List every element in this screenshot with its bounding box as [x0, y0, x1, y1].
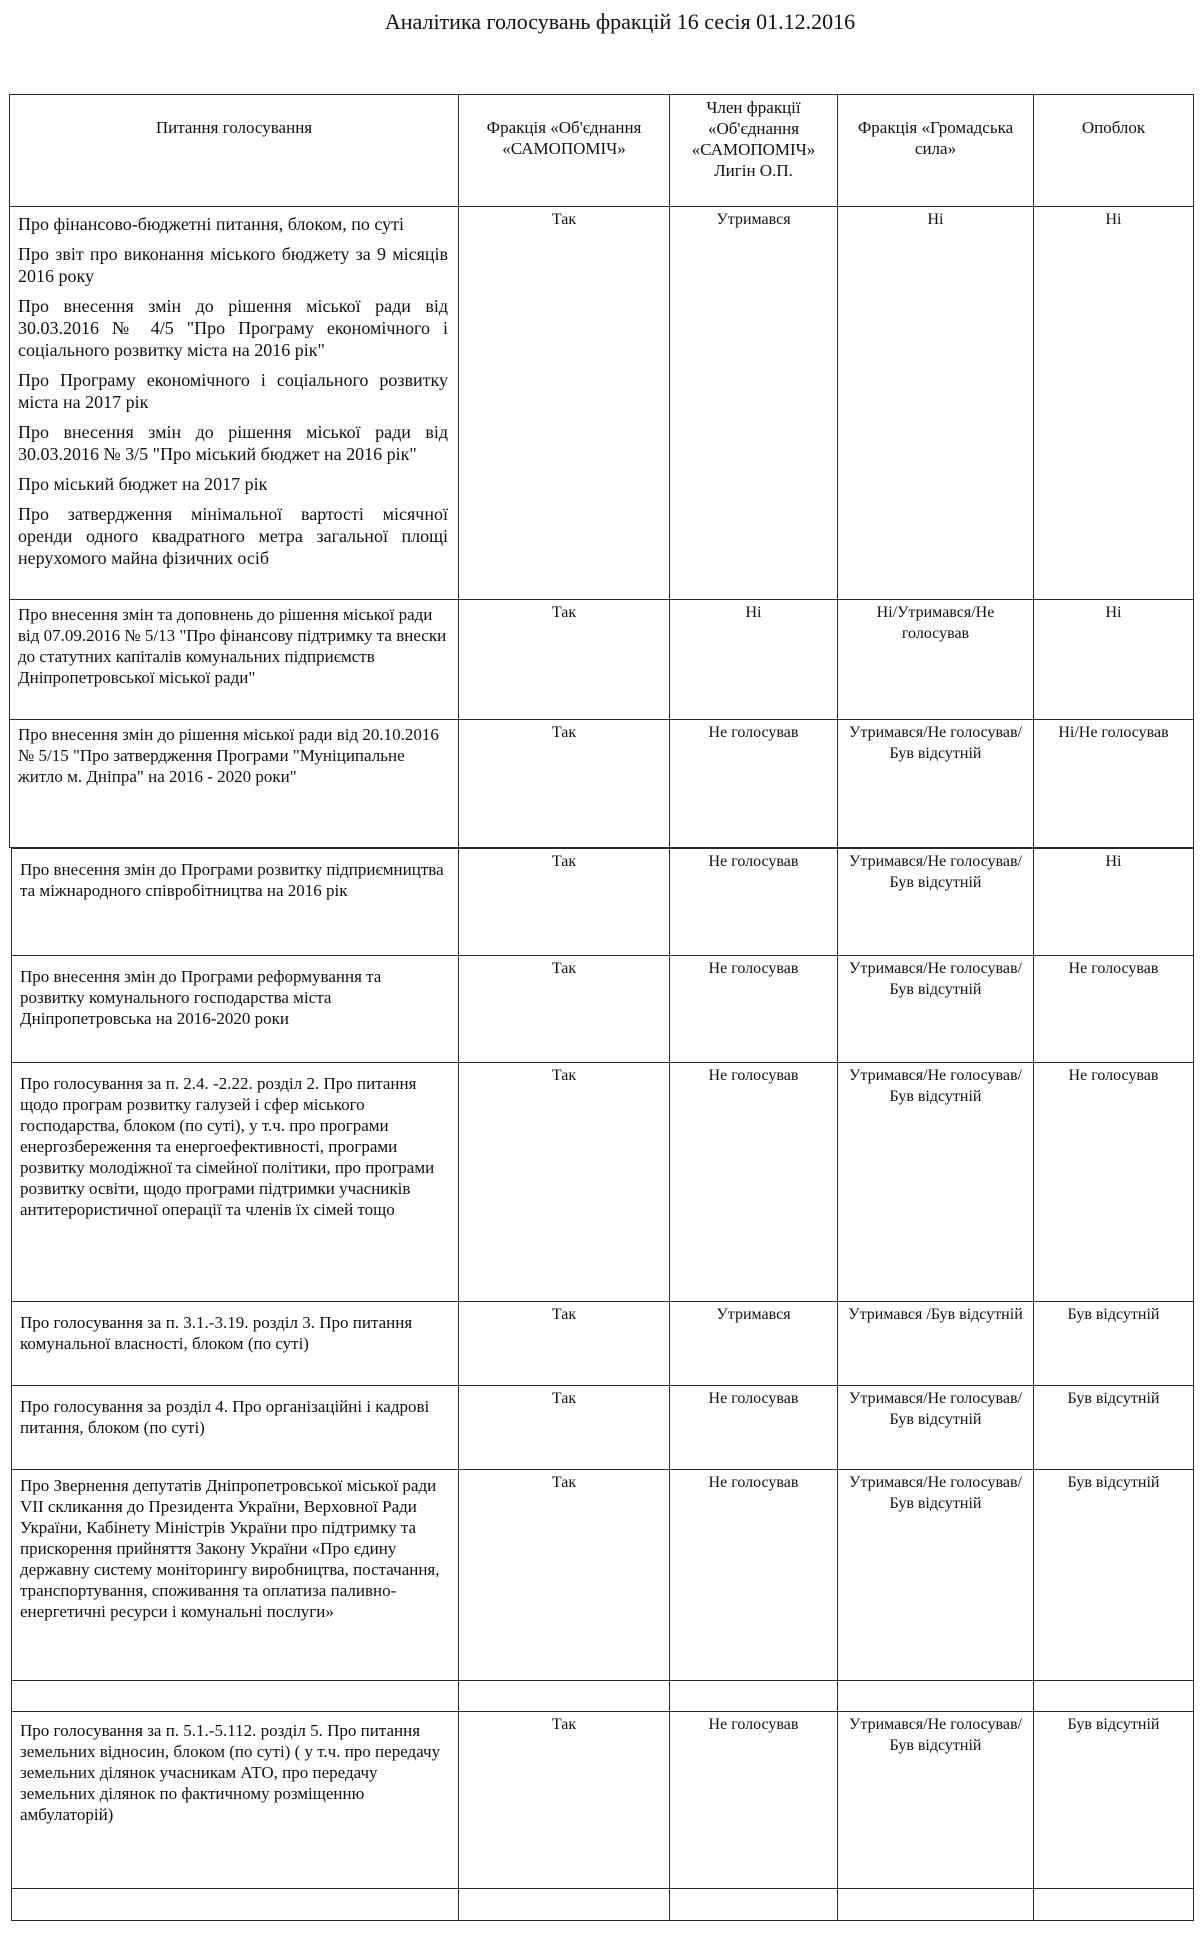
- question-cell: Про голосування за п. 3.1.-3.19. розділ 3. Про питання комунальної власності, блоком (по суті): [12, 1302, 459, 1386]
- vote-lyhin: Утримався: [670, 1302, 838, 1386]
- vote-samopomich: Так: [459, 600, 670, 720]
- table-row: [10, 720, 1194, 848]
- header-samopomich: Фракція «Об'єднання «САМОПОМІЧ»: [459, 95, 670, 207]
- empty-row: [12, 1681, 1194, 1712]
- vote-hromadska-syla: Утримався/Не голосував/Був відсутній: [838, 849, 1034, 956]
- vote-hromadska-syla: Утримався/Не голосував/Був відсутній: [838, 1712, 1034, 1889]
- question-cell: Про голосування за розділ 4. Про організаційні і кадрові питання, блоком (по суті): [12, 1386, 459, 1470]
- vote-opoblok: Ні: [1034, 600, 1194, 720]
- table-row: [12, 1063, 1194, 1302]
- table-row: [10, 600, 1194, 720]
- vote-lyhin: Не голосував: [670, 1063, 838, 1302]
- empty-cell: [838, 1681, 1034, 1712]
- header-opoblok: Опоблок: [1034, 95, 1194, 207]
- vote-samopomich: Так: [459, 207, 670, 600]
- vote-lyhin: Не голосував: [670, 1712, 838, 1889]
- vote-opoblok: Ні: [1034, 849, 1194, 956]
- question-cell: Про Звернення депутатів Дніпропетровської міської ради VII скликання до Президента України, Верховної Ради України, Кабінету Міністрів України про підтримку та прискорення прийняття Закону України «Про єдину державну систему моніторингу виробництва, постачання, транспортування, споживання та оплатиза паливно-енергетичні ресурси і комунальні послуги»: [12, 1470, 459, 1681]
- vote-hromadska-syla: Утримався/Не голосував/Був відсутній: [838, 720, 1034, 848]
- question-cell: Про внесення змін до рішення міської ради від 20.10.2016 № 5/15 "Про затвердження Програми "Муніципальне житло м. Дніпра" на 2016 - 2020 роки": [10, 720, 459, 848]
- vote-hromadska-syla: Ні/Утримався/Не голосував: [838, 600, 1034, 720]
- header-lyhin: Член фракції «Об'єднання «САМОПОМІЧ» Лигін О.П.: [670, 95, 838, 207]
- question-cell: [10, 207, 459, 600]
- vote-hromadska-syla: Утримався/Не голосував/Був відсутній: [838, 1386, 1034, 1470]
- question-cell: Про внесення змін до Програми реформування та розвитку комунального господарства міста Дніпропетровська на 2016-2020 роки: [12, 956, 459, 1063]
- vote-samopomich: Так: [459, 1386, 670, 1470]
- vote-opoblok: Був відсутній: [1034, 1470, 1194, 1681]
- vote-lyhin: Не голосував: [670, 1470, 838, 1681]
- question-cell: Про внесення змін до Програми розвитку підприємництва та міжнародного співробітництва на 2016 рік: [12, 849, 459, 956]
- table-row: [12, 956, 1194, 1063]
- vote-opoblok: Ні: [1034, 207, 1194, 600]
- vote-opoblok: Не голосував: [1034, 956, 1194, 1063]
- empty-cell: [459, 1889, 670, 1921]
- table-row: [12, 1470, 1194, 1681]
- question-item: Про внесення змін до рішення міської ради від 30.03.2016 № 3/5 "Про міський бюджет на 2016 рік": [18, 422, 448, 464]
- empty-cell: [670, 1681, 838, 1712]
- empty-cell: [12, 1889, 459, 1921]
- table-row: [12, 1386, 1194, 1470]
- votes-table-part-1: [9, 94, 1194, 848]
- vote-hromadska-syla: Утримався/Не голосував/Був відсутній: [838, 1470, 1034, 1681]
- question-cell: Про голосування за п. 2.4. -2.22. розділ 2. Про питання щодо програм розвитку галузей і сфер міського господарства, блоком (по суті), у т.ч. про програми енергозбереження та енергоефективності, програми розвитку молодіжної та сімейної політики, про програми розвитку освіти, щодо програми підтримки учасників антитерористичної операції та членів їх сімей тощо: [12, 1063, 459, 1302]
- vote-samopomich: Так: [459, 1712, 670, 1889]
- table-row: [12, 1302, 1194, 1386]
- question-item: Про фінансово-бюджетні питання, блоком, по суті: [18, 214, 405, 234]
- header-hromadska-syla: Фракція «Громадська сила»: [838, 95, 1034, 207]
- vote-samopomich: Так: [459, 1302, 670, 1386]
- empty-row: [12, 1889, 1194, 1921]
- vote-hromadska-syla: Ні: [838, 207, 1034, 600]
- vote-lyhin: Не голосував: [670, 720, 838, 848]
- vote-lyhin: Не голосував: [670, 956, 838, 1063]
- table-row: [10, 207, 1194, 600]
- header-question: Питання голосування: [10, 95, 459, 207]
- vote-samopomich: Так: [459, 849, 670, 956]
- empty-cell: [670, 1889, 838, 1921]
- vote-samopomich: Так: [459, 1063, 670, 1302]
- vote-opoblok: Був відсутній: [1034, 1712, 1194, 1889]
- empty-cell: [1034, 1889, 1194, 1921]
- votes-table-part-2: [11, 848, 1194, 1921]
- table-row: [12, 849, 1194, 956]
- header-row: [10, 95, 1194, 207]
- vote-hromadska-syla: Утримався /Був відсутній: [838, 1302, 1034, 1386]
- question-item: Про звіт про виконання міського бюджету за 9 місяців 2016 року: [18, 244, 448, 286]
- empty-cell: [1034, 1681, 1194, 1712]
- vote-samopomich: Так: [459, 1470, 670, 1681]
- vote-lyhin: Не голосував: [670, 849, 838, 956]
- empty-cell: [459, 1681, 670, 1712]
- question-cell: Про голосування за п. 5.1.-5.112. розділ 5. Про питання земельних відносин, блоком (по суті) ( у т.ч. про передачу земельних ділянок учасникам АТО, про передачу земельних ділянок по фактичному розміщенню амбулаторій): [12, 1712, 459, 1889]
- vote-opoblok: Ні/Не голосував: [1034, 720, 1194, 848]
- vote-hromadska-syla: Утримався/Не голосував/Був відсутній: [838, 1063, 1034, 1302]
- question-item: Про внесення змін до рішення міської ради від 30.03.2016 № 4/5 "Про Програму економічного і соціального розвитку міста на 2016 рік": [18, 296, 448, 360]
- question-cell: Про внесення змін та доповнень до рішення міської ради від 07.09.2016 № 5/13 "Про фінансову підтримку та внески до статутних капіталів комунальних підприємств Дніпропетровської міської ради": [10, 600, 459, 720]
- empty-cell: [12, 1681, 459, 1712]
- vote-opoblok: Був відсутній: [1034, 1302, 1194, 1386]
- question-item: Про затвердження мінімальної вартості місячної оренди одного квадратного метра загальної площі нерухомого майна фізичних осіб: [18, 504, 448, 568]
- vote-lyhin: Ні: [670, 600, 838, 720]
- page-title: Аналітика голосувань фракцій 16 сесія 01.12.2016: [384, 9, 856, 34]
- vote-hromadska-syla: Утримався/Не голосував/Був відсутній: [838, 956, 1034, 1063]
- vote-lyhin: Утримався: [670, 207, 838, 600]
- empty-cell: [838, 1889, 1034, 1921]
- vote-samopomich: Так: [459, 720, 670, 848]
- vote-opoblok: Не голосував: [1034, 1063, 1194, 1302]
- vote-samopomich: Так: [459, 956, 670, 1063]
- vote-opoblok: Був відсутній: [1034, 1386, 1194, 1470]
- question-item: Про Програму економічного і соціального розвитку міста на 2017 рік: [18, 370, 448, 412]
- vote-lyhin: Не голосував: [670, 1386, 838, 1470]
- table-row: [12, 1712, 1194, 1889]
- question-item: Про міський бюджет на 2017 рік: [18, 474, 268, 494]
